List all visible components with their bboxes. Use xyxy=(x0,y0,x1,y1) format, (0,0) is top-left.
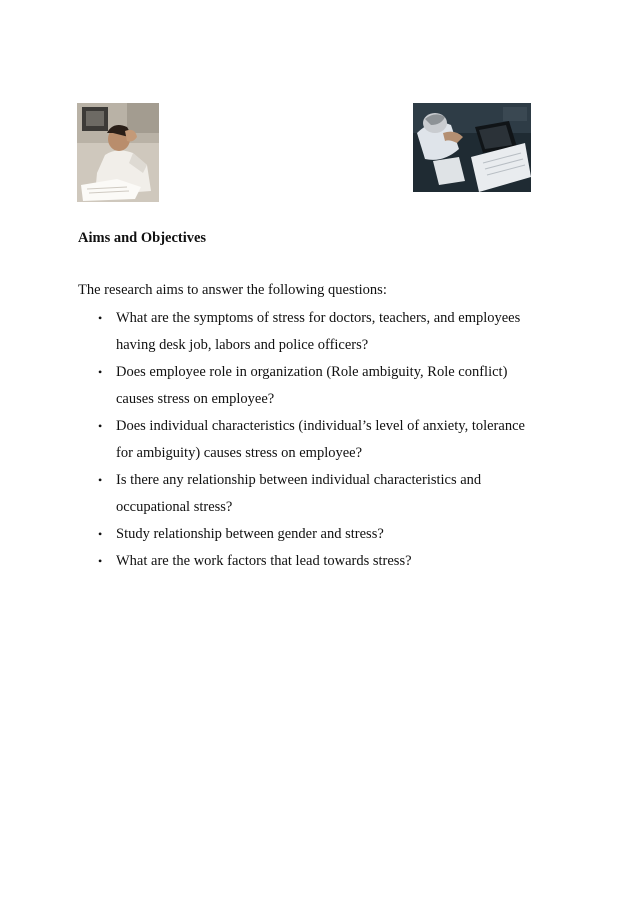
bullet-icon: • xyxy=(98,527,103,541)
question-text-line: for ambiguity) causes stress on employee? xyxy=(116,445,363,461)
question-item xyxy=(98,521,558,548)
overworked-man-photo xyxy=(413,103,531,192)
bullet-icon: • xyxy=(98,419,103,433)
bullet-icon: • xyxy=(98,473,103,487)
question-text-line: Does individual characteristics (individual’s level of anxiety, tolerance xyxy=(116,418,525,434)
intro-paragraph: The research aims to answer the following questions: xyxy=(78,282,387,298)
bullet-icon: • xyxy=(98,365,103,379)
question-item xyxy=(98,359,558,413)
bullet-icon: • xyxy=(98,311,103,325)
question-text-line: Study relationship between gender and stress? xyxy=(116,526,384,542)
question-item xyxy=(98,413,558,467)
question-text-line: Is there any relationship between individual characteristics and xyxy=(116,472,482,488)
question-text-line: having desk job, labors and police officers? xyxy=(116,337,369,353)
question-item xyxy=(98,305,558,359)
question-text-line: occupational stress? xyxy=(116,499,233,515)
question-text-line: What are the symptoms of stress for doctors, teachers, and employees xyxy=(116,310,521,326)
question-item xyxy=(98,467,558,521)
stressed-man-photo xyxy=(77,103,159,202)
bullet-icon: • xyxy=(98,554,103,568)
question-item xyxy=(98,548,558,575)
questions-list xyxy=(98,305,558,575)
section-heading: Aims and Objectives xyxy=(78,230,207,246)
question-text-line: What are the work factors that lead towards stress? xyxy=(116,553,412,569)
question-text-line: Does employee role in organization (Role ambiguity, Role conflict) xyxy=(116,364,508,380)
question-text-line: causes stress on employee? xyxy=(116,391,275,407)
